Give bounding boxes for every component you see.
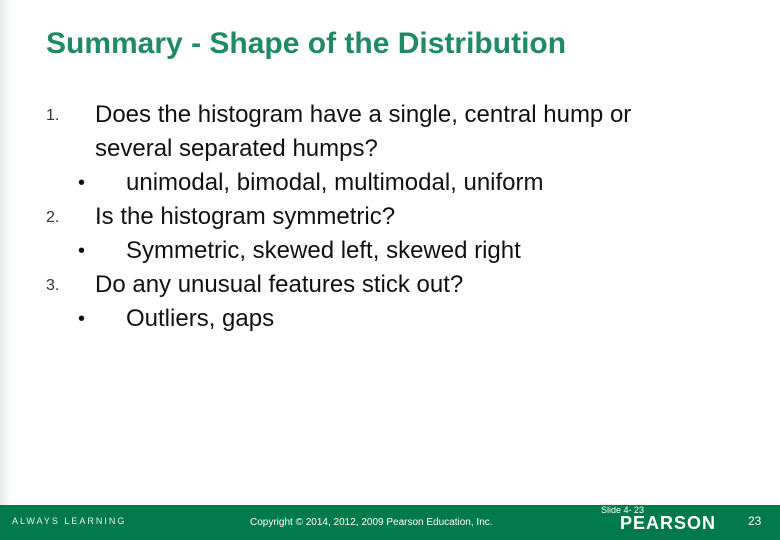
list-item-1-continued: [0, 132, 780, 166]
slide-content: [0, 98, 780, 336]
bullet-icon: •: [78, 172, 86, 194]
list-number: 1.: [46, 107, 60, 124]
list-item-text: Does the histogram have a single, central hump or: [95, 101, 632, 128]
sub-bullet-3: [0, 302, 780, 336]
bullet-icon: •: [78, 308, 86, 330]
sub-bullet-text: unimodal, bimodal, multimodal, uniform: [126, 169, 544, 196]
list-number: 3.: [46, 277, 60, 294]
list-item-1: [0, 98, 780, 132]
footer-bar: [0, 505, 780, 540]
list-item-2: [0, 200, 780, 234]
sub-bullet-1: [0, 166, 780, 200]
slide-title: Summary - Shape of the Distribution: [46, 27, 567, 60]
list-item-text: Do any unusual features stick out?: [95, 271, 464, 298]
bullet-icon: •: [78, 240, 86, 262]
slide-reference: Slide 4- 23: [601, 505, 645, 515]
page-number: 23: [748, 514, 762, 528]
list-item-text: Is the histogram symmetric?: [95, 203, 396, 230]
list-number: 2.: [46, 209, 60, 226]
sub-bullet-2: [0, 234, 780, 268]
list-item-text: several separated humps?: [95, 135, 378, 162]
sub-bullet-text: Symmetric, skewed left, skewed right: [126, 237, 521, 264]
pearson-logo: PEARSON: [620, 513, 717, 533]
footer-tagline: ALWAYS LEARNING: [12, 516, 127, 526]
sub-bullet-text: Outliers, gaps: [126, 305, 275, 332]
list-item-3: [0, 268, 780, 302]
footer-copyright: Copyright © 2014, 2012, 2009 Pearson Education, Inc.: [250, 517, 493, 528]
